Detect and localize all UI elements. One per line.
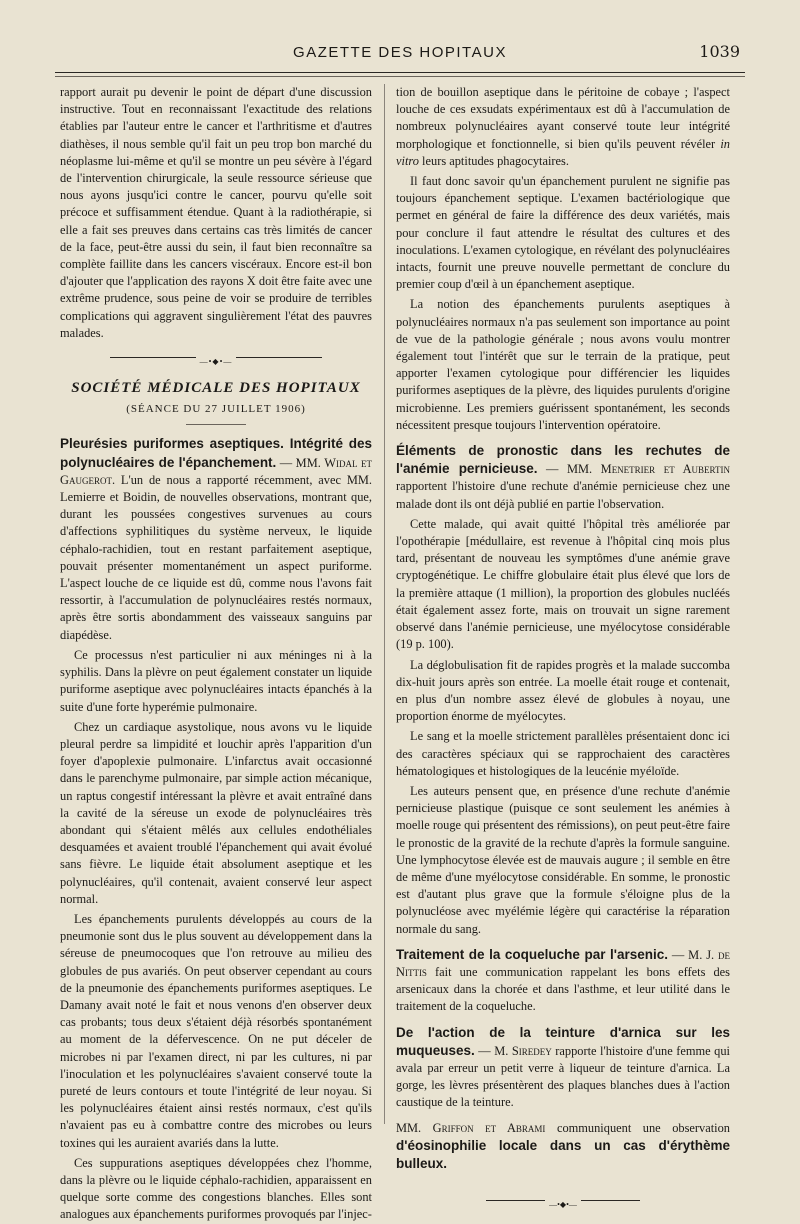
page-header xyxy=(60,40,740,64)
left-column xyxy=(60,84,372,1222)
paragraph: Chez un cardiaque asystolique, nous avons vu le liquide pleural perdre sa limpidité et louchir après l'apparition d'un foyer d'apoplexie pulmonaire. L'infarctus avait occasionné dans le parenchyme pulmonaire, par simple action mécanique, un raptus congestif intéressant la plèvre et avait entraîné dans la cavité de la séreuse un exode de polynucléaires très abondant qui s'étaient mêlés aux cellules endothéliales desquamées et avaient troublé l'épanchement qui avait évolué sans fièvre. Le liquide était absolument aseptique et les polynucléaires, qu'il contenait, avaient conservé leur aspect normal. xyxy=(60,719,372,906)
article-paragraph: De l'action de la teinture d'arnica sur les muqueuses. — M. Siredey rapporte l'histoire d'une femme qui avala par erreur un petit verre à liqueur de teinture d'arnica. La gorge, les lèvres présentèrent des plaques blanches dues à l'action caustique de la teinture. xyxy=(396,1024,730,1110)
session-date: (SÉANCE DU 27 JUILLET 1906) xyxy=(126,403,306,416)
article-authors: Siredey xyxy=(511,1043,552,1058)
paragraph: Il faut donc savoir qu'un épanchement purulent ne signifie pas toujours épanchement septique. L'examen bactériologique que permet en général de faire la différence des deux variétés, mais pour conclure il faut attendre le résultat des cultures et des inoculations. L'examen cytologique, en révélant des polynucléaires intacts, fournit une preuve nouvelle permettant de conclure du premier coup d'œil à un épanchement aseptique. xyxy=(396,174,730,292)
header-rule-thin xyxy=(55,76,745,77)
header-rule xyxy=(55,72,745,73)
column-divider xyxy=(384,84,385,1124)
paragraph: Ce processus n'est particulier ni aux méninges ni à la syphilis. Dans la plèvre on peut également constater un liquide puriforme aseptique avec polynucléaires intacts épanchés à la suite d'une forte hyperémie pulmonaire. xyxy=(60,647,372,714)
paragraph: Cette malade, qui avait quitté l'hôpital très améliorée par l'opothérapie [médullaire, est revenue à l'hôpital cinq mois plus tard, présentant de nouveau les symptômes d'une anémie grave cryptogénétique. Le chiffre globulaire était plus élevé que lors de la première attaque (1 million), la proportion des globules nucléés était également assez forte, mais on trouvait un signe rarement observé dans l'anémie pernicieuse, une myélocytose considérable (19 p. 100). xyxy=(396,516,730,652)
article-authors: Griffon et Abrami xyxy=(432,1120,546,1135)
article-paragraph: Éléments de pronostic dans les rechutes de l'anémie pernicieuse. — MM. Menetrier et Aubertin rapportent l'histoire d'une rechute d'anémie pernicieuse chez une malade dont ils ont déjà publié en partie l'observation. xyxy=(396,443,730,511)
section-title: SOCIÉTÉ MÉDICALE DES HOPITAUX xyxy=(71,380,361,397)
paragraph: Le sang et la moelle strictement parallèles présentaient donc ici des caractères spéciaux qui se rapprochaient des caractères hématologiques et histologiques de la leucénie myéloïde. xyxy=(396,729,730,778)
paragraph: La notion des épanchements purulents aseptiques à polynucléaires normaux n'a pas seulement son importance au point de vue de la pathologie générale ; nous avons voulu montrer également tout l'intérêt que sur le terrain de la pratique, peut apporter l'examen cytologique pour différencier les liquides puriformes aseptiques de la plèvre, des liquides purulents d'origine microbienne. Les premiers guérissent spontanément, les seconds nécessitent presque toujours l'intervention opératoire. xyxy=(396,297,730,432)
journal-title: GAZETTE DES HOPITAUX xyxy=(293,44,507,61)
paragraph: tion de bouillon aseptique dans le péritoine de cobaye ; l'aspect louche de ces exsudats expérimentaux est dû à l'accumulation de nombreux polynucléaires ayant conservé toute leur intégrité morphologique et fonctionnelle, si bien qu'ils peuvent révéler in vitro leurs aptitudes phagocytaires. xyxy=(396,85,730,168)
right-column xyxy=(396,84,731,1210)
article-title: Traitement de la coqueluche par l'arsenic. xyxy=(396,946,669,962)
article-title: Éléments de pronostic dans les rechutes de l'anémie pernicieuse. xyxy=(396,443,730,477)
ornament-divider: —•◆•— xyxy=(60,352,372,362)
article-paragraph: Traitement de la coqueluche par l'arsenic. — M. J. de Nittis fait une communication rappelant les bons effets des arsenicaux dans la chorée et dans l'asthme, et leur utilité dans le traitement de la coqueluche. xyxy=(396,946,730,1014)
paragraph: rapport aurait pu devenir le point de départ d'une discussion instructive. Tout en reconnaissant l'exactitude des relations établies par l'auteur entre le cancer et l'arthritisme et d'autres diathèses, il nous semble qu'il fait un peu trop bon marché du néoplasme lui-même et qu'il se montre un peu sévère à l'égard de l'intervention chirurgicale, la seule ressource sérieuse que nous ayons jusqu'ici contre le cancer, pourvu qu'elle soit précoce et suffisamment étendue. Quant à la radiothérapie, si elle a fait ses preuves dans certains cas très limités de cancer de la face, peut-être aussi du sein, il faut bien reconnaître sa complète faillite dans les cancers viscéraux. Encore est-il bon d'ajouter que l'application des rayons X doit être faite avec une extrême prudence, sous peine de voir se produire de terribles complications qui aggravent singulièrement l'état des pauvres malades. xyxy=(60,85,372,340)
article-title: Pleurésies puriformes aseptiques. Intégrité des polynucléaires de l'épanchement. xyxy=(60,436,372,470)
paragraph: Les auteurs pensent que, en présence d'une rechute d'anémie pernicieuse plastique (puisque ce sont seulement les anémies à moelle rouge qui présentent des rémissions), on peut peut-être faire le pronostic de la gravité de la rechute d'après la formule sanguine. Une lymphocytose élevée est de mauvais augure ; il semble en être de même d'une myélocytose considérable. En somme, le pronostic est d'autant plus grave que la formule s'éloigne plus de la polynucléose avec myélémie légère qui caractérise la réparation normale du sang. xyxy=(396,783,730,936)
paragraph: La déglobulisation fit de rapides progrès et la malade succomba dix-huit jours après son entrée. La moelle était rouge et contenait, en plus d'un nombre assez élevé de globules à noyau, une proportion énorme de myélocytes. xyxy=(396,657,730,724)
article-title: De l'action de la teinture d'arnica sur les muqueuses. xyxy=(396,1024,730,1058)
article-paragraph: MM. Griffon et Abrami communiquent une observation d'éosinophilie locale dans un cas d'érythème bulleux. xyxy=(396,1120,731,1171)
article-authors: Widal et Gaugerot. xyxy=(60,455,372,487)
paragraph: Les épanchements purulents développés au cours de la pneumonie sont dus le plus souvent au développement dans la séreuse de pneumocoques que l'on retrouve au milieu des globules de pus avariés. On peut observer cependant au cours de la pneumonie des épanchements puriformes aseptiques. Le Damany avait noté le fait et nous venons d'en observer deux cas probants; tous deux s'étaient déjà résorbés spontanément au moment de la défervescence. On ne put déceler de microbes ni par l'examen direct, ni par les cultures, ni par l'inoculation et les polynucléaires s'avaient conservé toute la pureté de leurs contours et toute l'intégrité de leur noyau. Si les polynucléaires étaient ainsi restés normaux, c'est qu'ils n'avaient pas eu à combattre contre des microbes ou leurs toxines qui les auraient avariés dans la lutte. xyxy=(60,911,372,1150)
paragraph: Ces suppurations aseptiques développées chez l'homme, dans la plèvre ou le liquide céphalo-rachidien, apparaissent en quelque sorte comme des congestions blanches. Elles sont analogues aux épanchements puriformes provoqués par l'injec- xyxy=(60,1155,372,1222)
short-rule xyxy=(186,424,246,425)
article-authors: Menetrier et Aubertin xyxy=(600,462,730,477)
end-ornament: —•◆•— xyxy=(396,1195,730,1205)
article-paragraph: Pleurésies puriformes aseptiques. Intégrité des polynucléaires de l'épanchement. — MM. Widal et Gaugerot. L'un de nous a rapporté récemment, avec MM. Lemierre et Boidin, de nouvelles observations, montrant que, durant les poussées congestives survenues au cours d'affections syphilitiques du système nerveux, le liquide céphalo-rachidien, tout en restant parfaitement aseptique, pouvait présenter momentanément un aspect puriforme. L'aspect louche de ce liquide est dû, comme nous l'avons fait ressortir, à l'accumulation de polynucléaires restés normaux, après être sortis abondamment des vaisseaux sanguins par diapédèse. xyxy=(60,436,372,642)
article-title: d'éosinophilie locale dans un cas d'érythème bulleux. xyxy=(396,1137,730,1171)
page-number: 1039 xyxy=(699,42,740,61)
article-authors: J. de Nittis xyxy=(396,947,730,979)
